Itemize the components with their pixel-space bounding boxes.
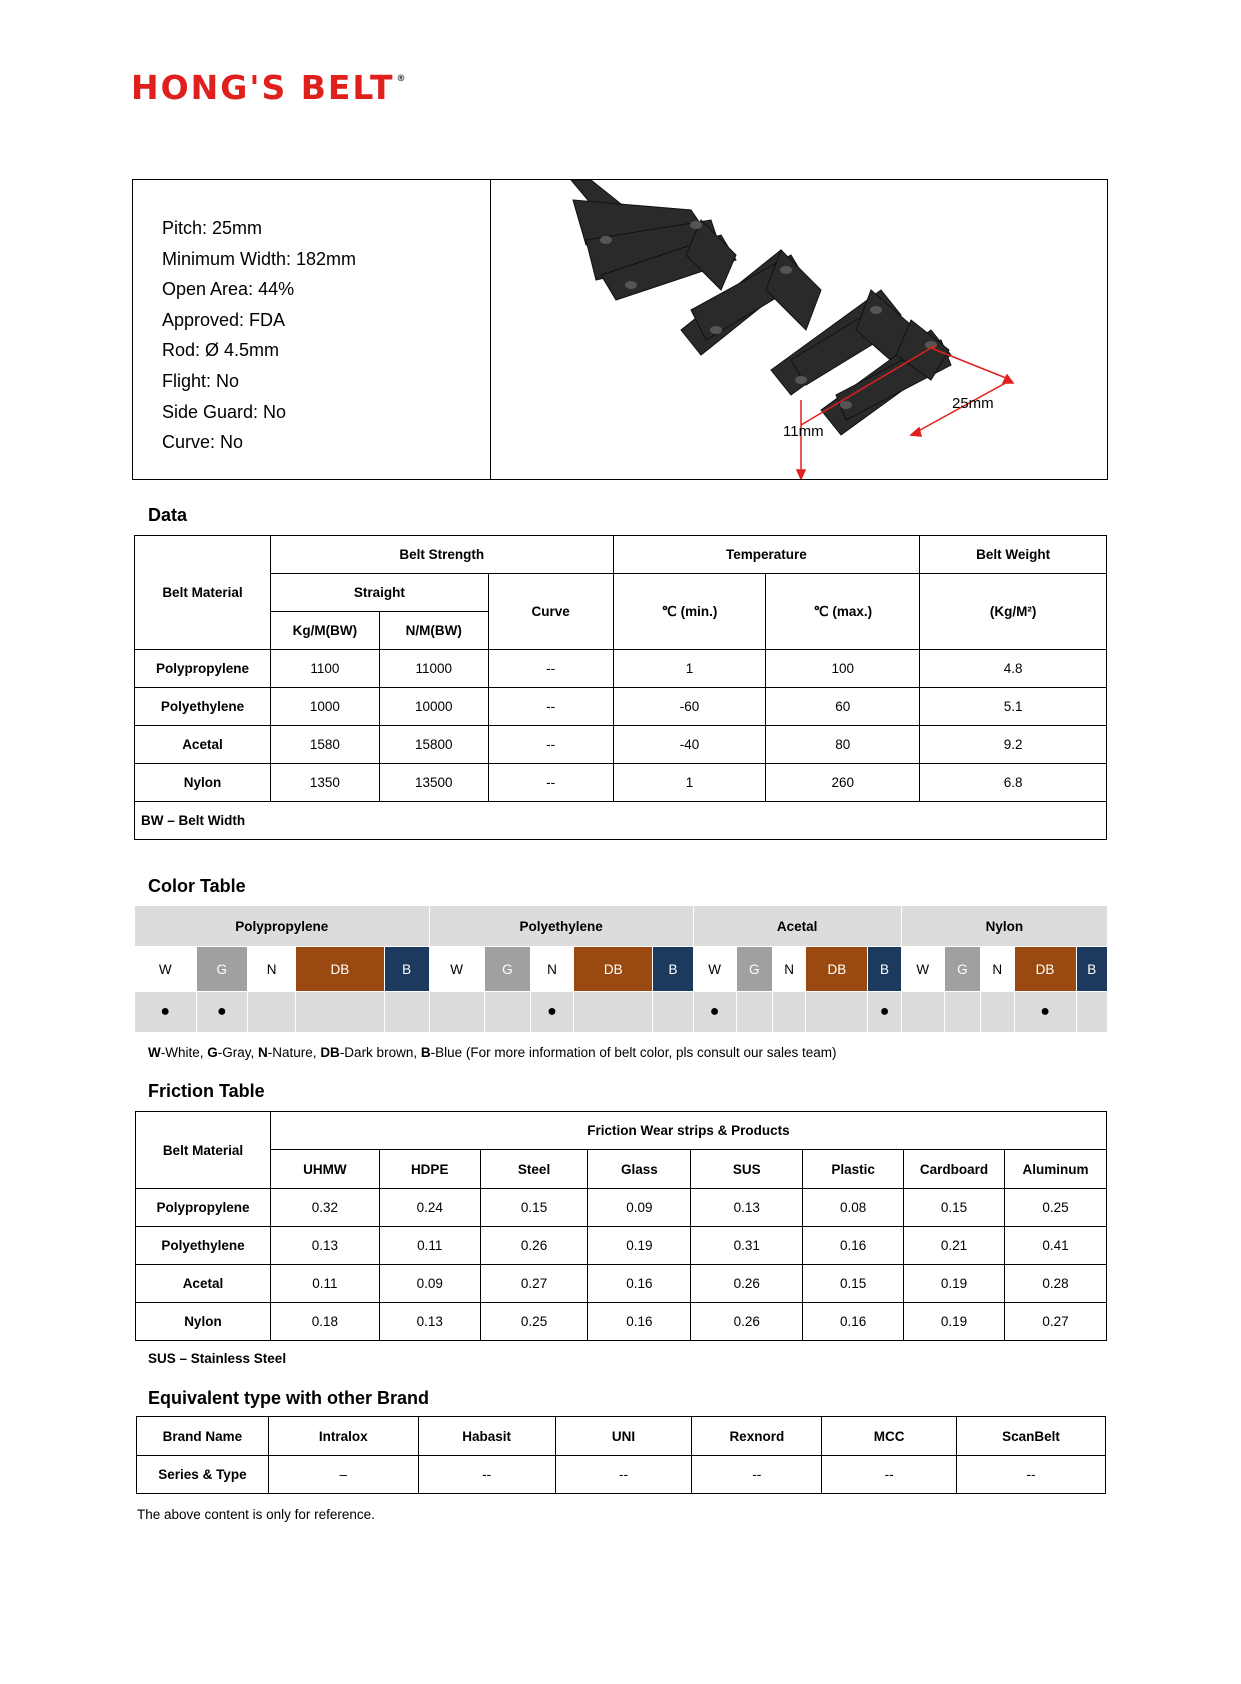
availability-dot: ● [1014,992,1076,1033]
header-straight: Straight [270,574,488,612]
header-temp-min: ℃ (min.) [613,574,766,650]
header-temperature: Temperature [613,536,920,574]
table-row [135,764,1107,802]
cell-curve: -- [488,764,613,802]
availability-dot [1076,992,1107,1033]
availability-dot: ● [693,992,736,1033]
availability-dot: ● [135,992,197,1033]
code-b: B [1076,947,1107,992]
availability-dot [248,992,296,1033]
table-row [135,688,1107,726]
table-row [135,726,1107,764]
friction-cell: 0.16 [803,1227,904,1265]
code-w: W [429,947,484,992]
code-w: W [135,947,197,992]
friction-col-cardboard: Cardboard [904,1150,1005,1189]
cell-tmin: -40 [613,726,766,764]
friction-cell: 0.25 [1004,1189,1106,1227]
header-kg: Kg/M(BW) [270,612,379,650]
color-header-acetal: Acetal [693,906,901,947]
cell-curve: -- [488,650,613,688]
code-w: W [901,947,944,992]
availability-dot [944,992,980,1033]
spec-list [162,213,356,458]
code-b: B [653,947,693,992]
dim-pitch-label: 25mm [952,395,994,412]
header-curve: Curve [488,574,613,650]
code-b: B [868,947,901,992]
cell-n: 11000 [379,650,488,688]
availability-dot [806,992,868,1033]
cell-n: 15800 [379,726,488,764]
cell-n: 13500 [379,764,488,802]
cell-curve: -- [488,688,613,726]
friction-cell: 0.26 [691,1265,803,1303]
cell-weight: 4.8 [920,650,1107,688]
friction-section-title: Friction Table [148,1081,265,1101]
legend-w-text: -White, [160,1045,208,1060]
availability-dot [736,992,772,1033]
equiv-type-label: Series & Type [137,1456,269,1494]
friction-cell: 0.09 [379,1265,480,1303]
type-cell: -- [957,1456,1106,1494]
friction-cell: 0.25 [480,1303,588,1341]
cell-weight: 5.1 [920,688,1107,726]
legend-g: G [207,1045,218,1060]
code-db: DB [1014,947,1076,992]
friction-cell: 0.27 [1004,1303,1106,1341]
friction-col-glass: Glass [588,1150,691,1189]
code-g: G [196,947,248,992]
cell-curve: -- [488,726,613,764]
row-material: Nylon [135,764,271,802]
header-belt-strength: Belt Strength [270,536,613,574]
legend-w: W [148,1045,161,1060]
spec-min-width: Minimum Width: 182mm [162,248,357,269]
friction-header-group: Friction Wear strips & Products [270,1112,1106,1150]
availability-dot [980,992,1014,1033]
legend-n-text: -Nature, [267,1045,321,1060]
availability-dot: ● [196,992,248,1033]
friction-cell: 0.21 [904,1227,1005,1265]
legend-db-text: -Dark brown, [339,1045,421,1060]
spec-pitch: Pitch: 25mm [162,218,263,238]
friction-cell: 0.13 [691,1189,803,1227]
friction-cell: 0.26 [480,1227,588,1265]
friction-cell: 0.31 [691,1227,803,1265]
disclaimer: The above content is only for reference. [137,1507,375,1522]
cell-tmax: 100 [766,650,920,688]
brand-logo-text: HONG'S BELT [131,68,395,107]
friction-cell: 0.24 [379,1189,480,1227]
spec-side-guard: Side Guard: No [162,401,287,422]
table-row [136,1227,1107,1265]
friction-cell: 0.28 [1004,1265,1106,1303]
code-b: B [384,947,429,992]
brand-logo [131,68,408,107]
color-table [134,905,1108,1033]
friction-cell: 0.08 [803,1189,904,1227]
code-db: DB [296,947,384,992]
color-header-nylon: Nylon [901,906,1107,947]
cell-kg: 1350 [270,764,379,802]
table-row [136,1189,1107,1227]
dim-height-label: 11mm [783,423,824,440]
code-n: N [980,947,1014,992]
friction-cell: 0.18 [270,1303,379,1341]
friction-cell: 0.09 [588,1189,691,1227]
availability-dot [429,992,484,1033]
row-material: Acetal [136,1265,271,1303]
color-legend [148,1045,837,1060]
brand-rexnord: Rexnord [692,1417,822,1456]
friction-cell: 0.19 [904,1303,1005,1341]
row-material: Polypropylene [135,650,271,688]
row-material: Polyethylene [136,1227,271,1265]
friction-cell: 0.15 [480,1189,588,1227]
friction-cell: 0.41 [1004,1227,1106,1265]
spec-rod: Rod: Ø 4.5mm [162,340,280,361]
friction-cell: 0.16 [803,1303,904,1341]
friction-cell: 0.27 [480,1265,588,1303]
friction-footnote: SUS – Stainless Steel [148,1351,287,1366]
type-cell: -- [418,1456,555,1494]
data-footnote: BW – Belt Width [135,802,1107,840]
header-n: N/M(BW) [379,612,488,650]
brand-intralox: Intralox [268,1417,418,1456]
table-row [136,1265,1107,1303]
color-header-pp: Polypropylene [135,906,430,947]
code-db: DB [574,947,653,992]
cell-weight: 9.2 [920,726,1107,764]
friction-cell: 0.16 [588,1265,691,1303]
friction-col-hdpe: HDPE [379,1150,480,1189]
friction-col-sus: SUS [691,1150,803,1189]
type-cell: -- [822,1456,957,1494]
code-db: DB [806,947,868,992]
friction-cell: 0.13 [270,1227,379,1265]
header-temp-max: ℃ (max.) [766,574,920,650]
spec-box [132,179,1108,480]
friction-cell: 0.11 [270,1265,379,1303]
legend-b-text: -Blue (For more information of belt color, pls consult our sales team) [430,1045,837,1060]
brand-scanbelt: ScanBelt [957,1417,1106,1456]
table-row [135,650,1107,688]
friction-cell: 0.19 [904,1265,1005,1303]
belt-illustration [491,180,1107,479]
friction-header-material: Belt Material [136,1112,271,1189]
row-material: Polypropylene [136,1189,271,1227]
friction-cell: 0.15 [803,1265,904,1303]
cell-n: 10000 [379,688,488,726]
cell-tmin: 1 [613,764,766,802]
header-weight-unit: (Kg/M²) [920,574,1107,650]
friction-cell: 0.26 [691,1303,803,1341]
friction-col-uhmw: UHMW [270,1150,379,1189]
friction-cell: 0.13 [379,1303,480,1341]
availability-dot: ● [530,992,573,1033]
friction-col-aluminum: Aluminum [1004,1150,1106,1189]
friction-cell: 0.16 [588,1303,691,1341]
availability-dot: ● [868,992,901,1033]
code-w: W [693,947,736,992]
spec-flight: Flight: No [162,370,240,391]
equiv-table [136,1416,1106,1494]
cell-tmax: 80 [766,726,920,764]
color-section-title: Color Table [148,876,246,896]
code-g: G [484,947,530,992]
cell-weight: 6.8 [920,764,1107,802]
equiv-section-title: Equivalent type with other Brand [148,1388,430,1408]
cell-tmin: -60 [613,688,766,726]
legend-n: N [258,1045,268,1060]
availability-dot [296,992,384,1033]
availability-dot [653,992,693,1033]
legend-db: DB [320,1045,340,1060]
type-cell: -- [555,1456,692,1494]
friction-cell: 0.32 [270,1189,379,1227]
cell-tmin: 1 [613,650,766,688]
cell-kg: 1580 [270,726,379,764]
legend-b: B [420,1045,431,1060]
availability-dot [484,992,530,1033]
spec-curve: Curve: No [162,432,244,453]
friction-cell: 0.19 [588,1227,691,1265]
header-belt-weight: Belt Weight [920,536,1107,574]
friction-cell: 0.15 [904,1189,1005,1227]
friction-cell: 0.11 [379,1227,480,1265]
data-table [134,535,1107,840]
spec-approved: Approved: FDA [162,309,286,330]
header-belt-material: Belt Material [135,536,271,650]
cell-kg: 1000 [270,688,379,726]
color-header-pe: Polyethylene [429,906,693,947]
code-g: G [736,947,772,992]
availability-dot [772,992,806,1033]
availability-dot [901,992,944,1033]
brand-habasit: Habasit [418,1417,555,1456]
friction-col-plastic: Plastic [803,1150,904,1189]
code-n: N [772,947,806,992]
row-material: Polyethylene [135,688,271,726]
cell-tmax: 60 [766,688,920,726]
legend-g-text: -Gray, [217,1045,259,1060]
type-cell: -- [692,1456,822,1494]
code-g: G [944,947,980,992]
cell-tmax: 260 [766,764,920,802]
type-cell: – [268,1456,418,1494]
row-material: Nylon [136,1303,271,1341]
belt-product-image [491,180,1107,479]
row-material: Acetal [135,726,271,764]
spec-open-area: Open Area: 44% [162,279,295,300]
table-row [136,1303,1107,1341]
trademark-mark: ® [396,74,408,84]
availability-dot [384,992,429,1033]
code-n: N [530,947,573,992]
friction-col-steel: Steel [480,1150,588,1189]
equiv-brand-label: Brand Name [137,1417,269,1456]
code-n: N [248,947,296,992]
availability-dot [574,992,653,1033]
data-section-title: Data [148,505,188,525]
brand-mcc: MCC [822,1417,957,1456]
friction-table [135,1111,1107,1341]
cell-kg: 1100 [270,650,379,688]
brand-uni: UNI [555,1417,692,1456]
